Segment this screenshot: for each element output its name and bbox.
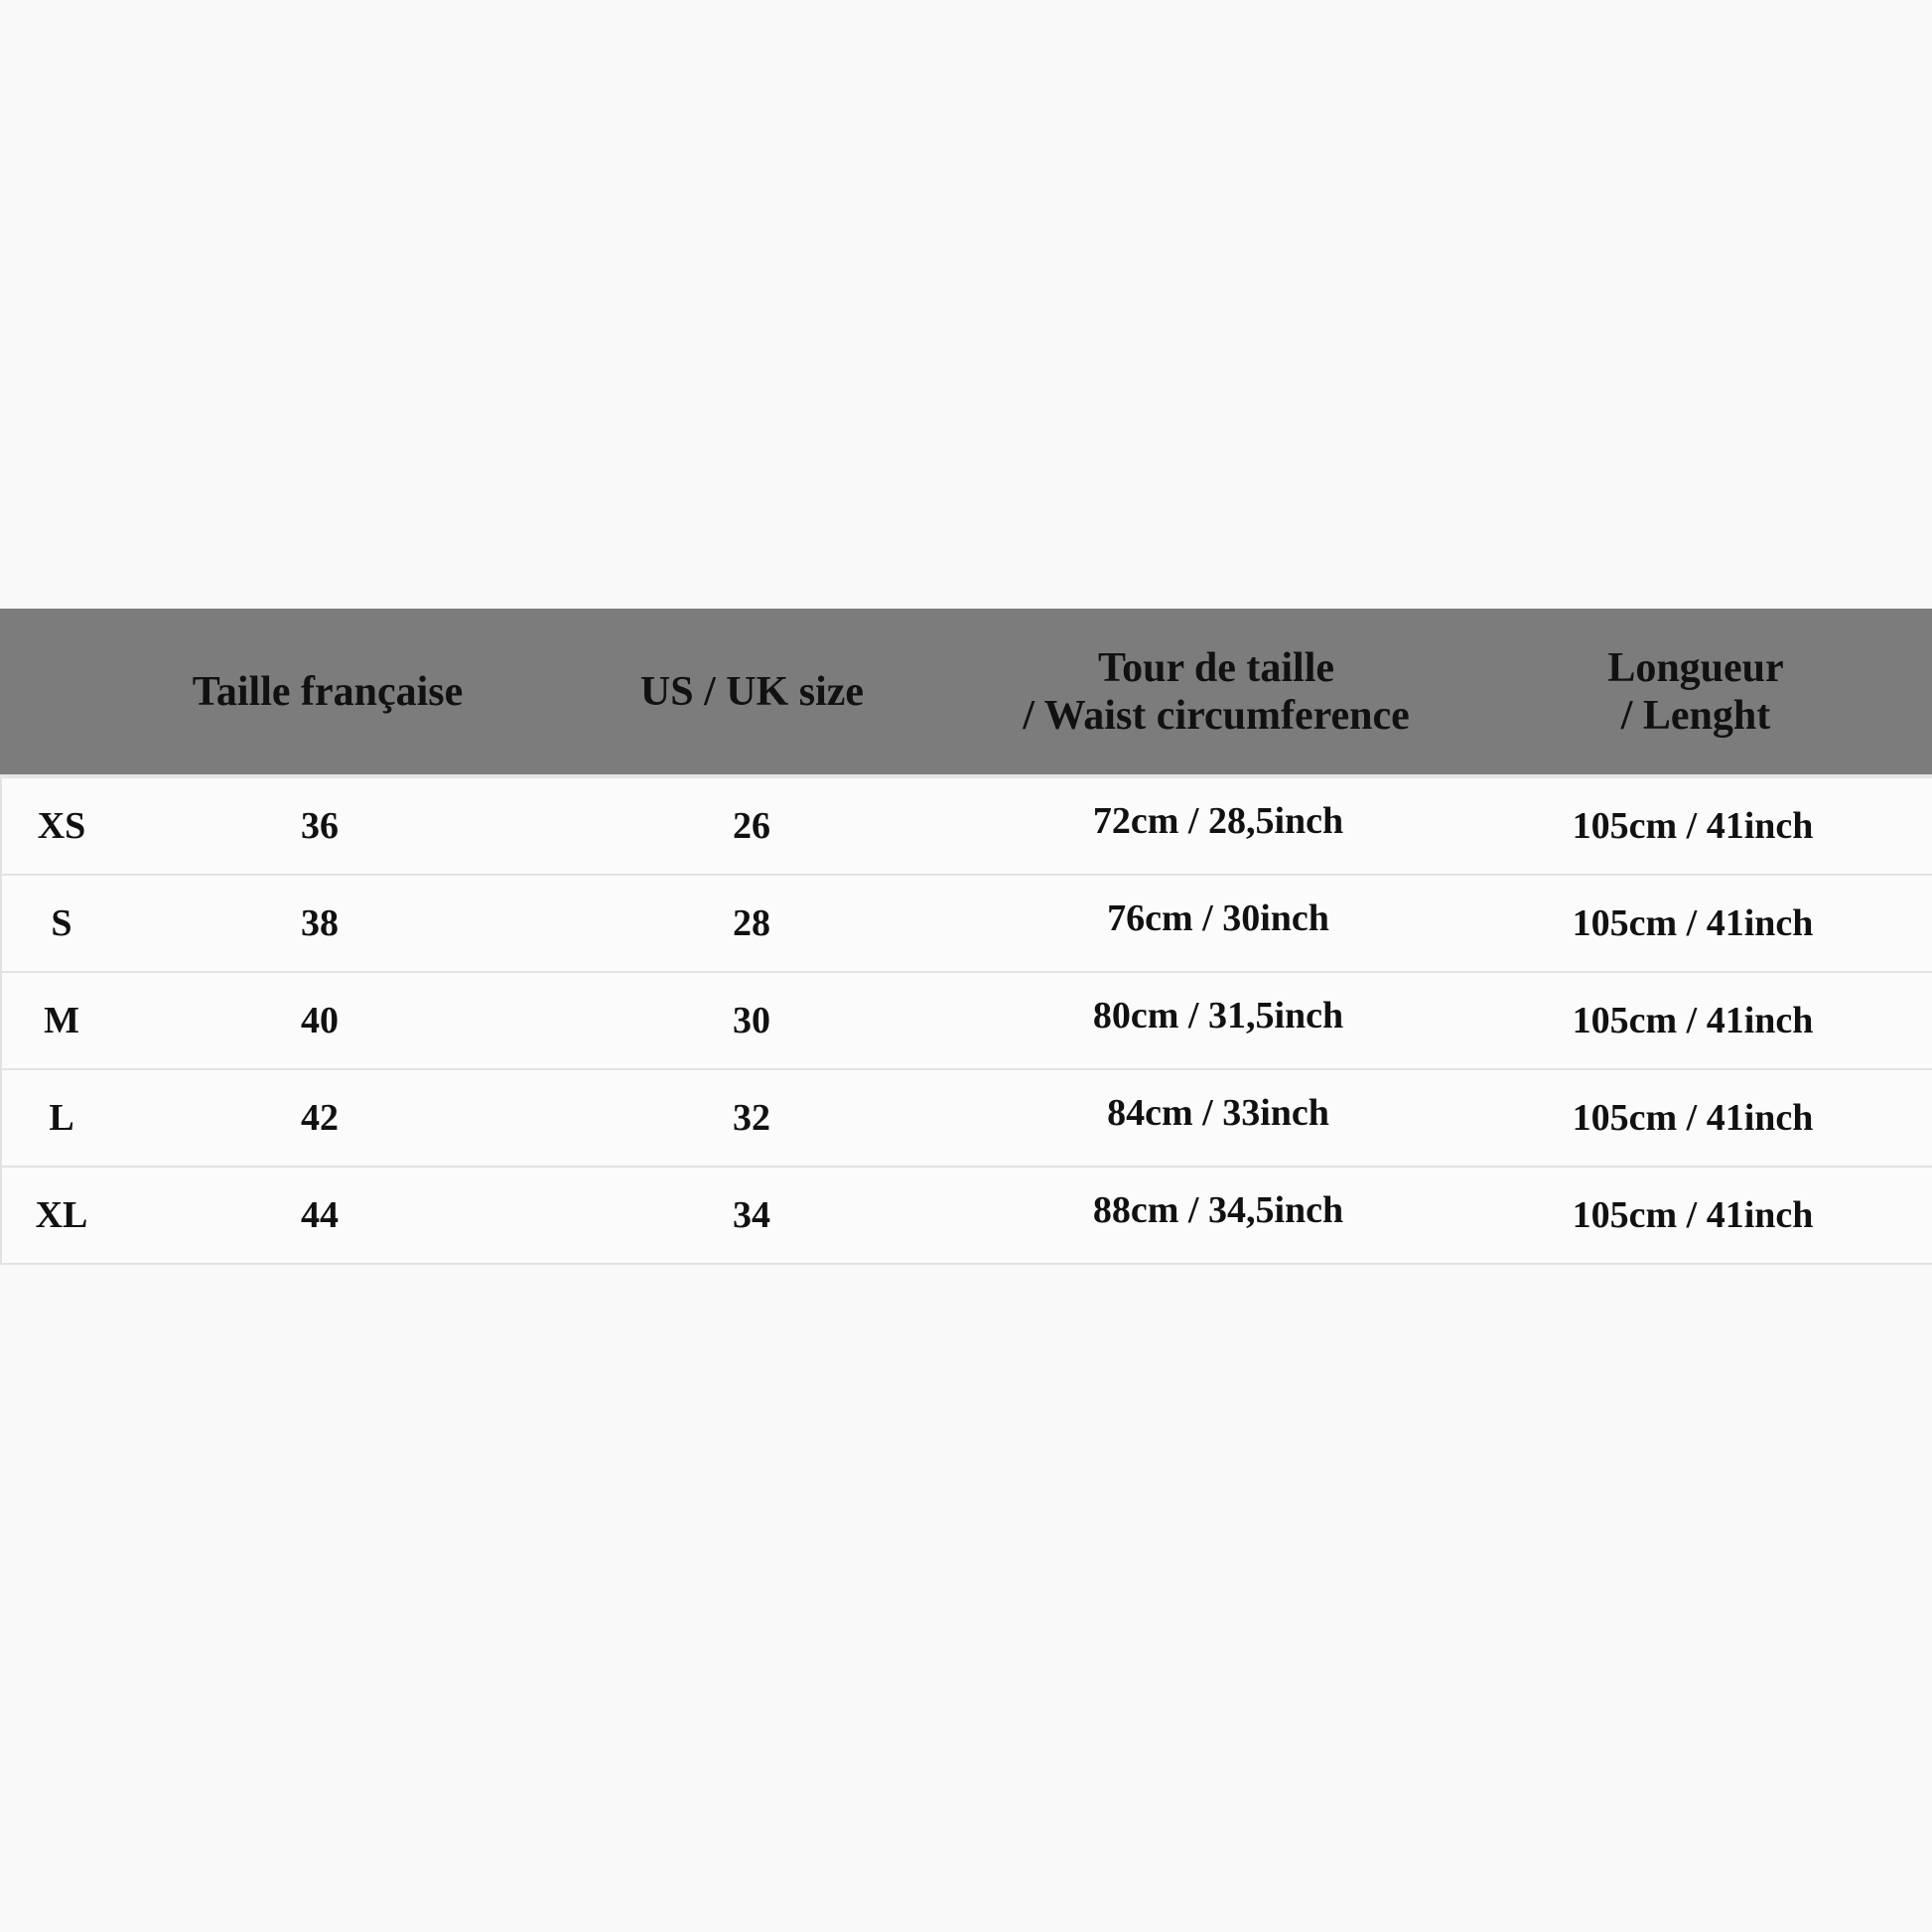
table-row [0,973,1932,1070]
waist-cell: 80cm / 31,5inch [1092,995,1344,1036]
size-chart-table [0,609,1932,1265]
waist-cell: 72cm / 28,5inch [1092,800,1344,842]
table-row [0,778,1932,876]
length-cell: 105cm / 41inch [1572,902,1814,944]
waist-cell: 76cm / 30inch [1107,897,1329,939]
french-size-cell: 40 [301,1000,339,1041]
length-cell: 105cm / 41inch [1572,805,1814,847]
header-french-size-label: Taille française [192,668,464,715]
table-row [0,1070,1932,1168]
size-label-cell: XS [37,805,86,847]
size-label-cell: L [49,1097,74,1139]
length-cell: 105cm / 41inch [1572,1000,1814,1041]
header-french-size [129,609,526,774]
table-header-row [0,609,1932,774]
header-waist-label-en: / Waist circumference [1023,692,1410,739]
us-uk-size-cell: 32 [733,1097,770,1139]
header-us-uk-size [526,609,978,774]
header-us-uk-size-label: US / UK size [639,668,865,715]
length-cell: 105cm / 41inch [1572,1194,1814,1236]
header-length [1459,609,1932,774]
waist-cell: 88cm / 34,5inch [1092,1189,1344,1231]
french-size-cell: 36 [301,805,339,847]
french-size-cell: 44 [301,1194,339,1236]
size-label-cell: M [44,1000,79,1041]
length-cell: 105cm / 41inch [1572,1097,1814,1139]
size-label-cell: S [51,902,72,944]
us-uk-size-cell: 26 [733,805,770,847]
table-row [0,1168,1932,1265]
header-length-label-en: / Lenght [1620,692,1771,739]
header-waist [983,609,1449,774]
us-uk-size-cell: 34 [733,1194,770,1236]
french-size-cell: 42 [301,1097,339,1139]
us-uk-size-cell: 30 [733,1000,770,1041]
header-size-column [0,609,119,774]
table-row [0,876,1932,973]
header-length-label-fr: Longueur [1607,644,1784,691]
header-waist-label-fr: Tour de taille [1097,644,1335,691]
waist-cell: 84cm / 33inch [1107,1092,1329,1134]
size-label-cell: XL [35,1194,88,1236]
us-uk-size-cell: 28 [733,902,770,944]
french-size-cell: 38 [301,902,339,944]
